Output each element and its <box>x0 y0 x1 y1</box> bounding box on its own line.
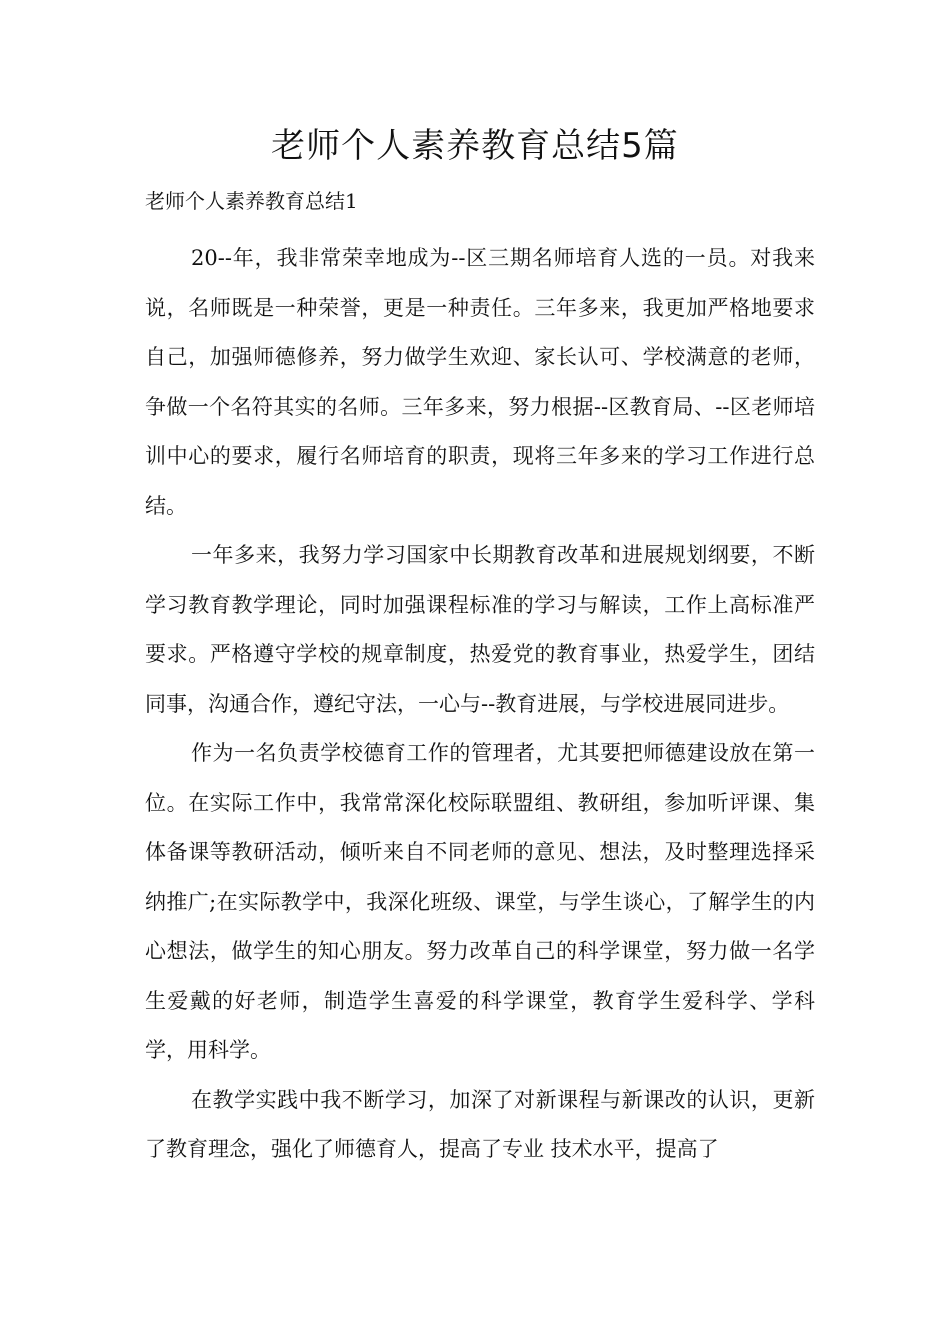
paragraph: 20--年，我非常荣幸地成为--区三期名师培育人选的一员。对我来说，名师既是一种荣誉，更是一种责任。三年多来，我更加严格地要求自己，加强师德修养，努力做学生欢迎、家长认可、学校满意的老师，争做一个名符其实的名师。三年多来，努力根据--区教育局、--区老师培训中心的要求，履行名师培育的职责，现将三年多来的学习工作进行总结。 <box>145 246 815 518</box>
document-body <box>145 234 815 1175</box>
paragraph: 在教学实践中我不断学习，加深了对新课程与新课改的认识，更新了教育理念，强化了师德育人，提高了专业 技术水平，提高了 <box>145 1087 815 1161</box>
section-heading: 老师个人素养教育总结1 <box>145 189 358 213</box>
paragraph: 作为一名负责学校德育工作的管理者，尤其要把师德建设放在第一位。在实际工作中，我常常深化校际联盟组、教研组，参加听评课、集体备课等教研活动，倾听来自不同老师的意见、想法，及时整理选择采纳推广;在实际教学中，我深化班级、课堂，与学生谈心，了解学生的内心想法，做学生的知心朋友。努力改革自己的科学课堂，努力做一名学生爱戴的好老师，制造学生喜爱的科学课堂，教育学生爱科学、学科学，用科学。 <box>145 741 815 1062</box>
paragraph: 一年多来，我努力学习国家中长期教育改革和进展规划纲要，不断学习教育教学理论，同时加强课程标准的学习与解读，工作上高标准严要求。严格遵守学校的规章制度，热爱党的教育事业，热爱学生，团结同事，沟通合作，遵纪守法，一心与--教育进展，与学校进展同进步。 <box>145 543 815 716</box>
document-title: 老师个人素养教育总结5篇 <box>271 126 679 166</box>
